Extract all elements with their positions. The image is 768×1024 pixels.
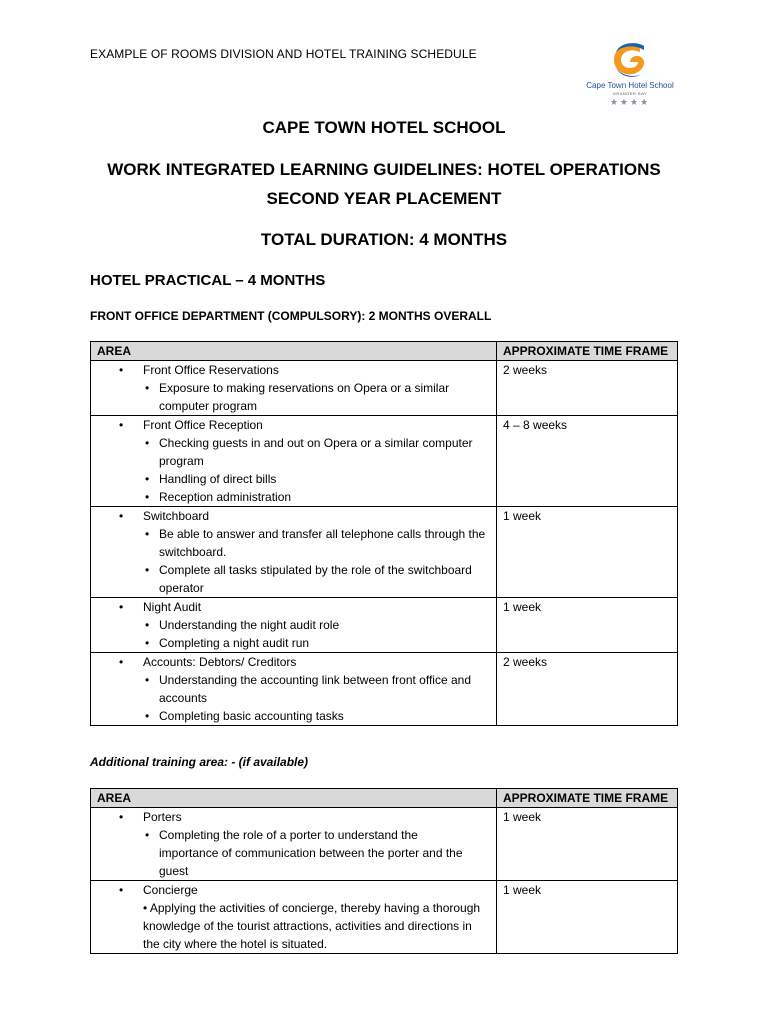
table-row — [91, 598, 678, 653]
area-title: • Porters — [97, 808, 490, 826]
table-row — [91, 416, 678, 507]
table-header-row — [91, 789, 678, 808]
area-title: • Accounts: Debtors/ Creditors — [97, 653, 490, 671]
area-cell — [91, 881, 497, 954]
school-title: CAPE TOWN HOTEL SCHOOL — [262, 118, 506, 137]
table-header-row — [91, 342, 678, 361]
column-header-area: AREA — [91, 342, 497, 361]
area-cell — [91, 598, 497, 653]
area-title: • Front Office Reservations — [97, 361, 490, 379]
area-task: • Understanding the accounting link between front office and accounts — [97, 671, 490, 707]
school-logo — [582, 42, 678, 114]
area-title: • Front Office Reception — [97, 416, 490, 434]
time-frame-cell: 1 week — [497, 808, 678, 881]
area-task: • Checking guests in and out on Opera or a similar computer program — [97, 434, 490, 470]
area-cell — [91, 808, 497, 881]
table-row — [91, 653, 678, 726]
time-frame-cell: 1 week — [497, 598, 678, 653]
area-cell — [91, 507, 497, 598]
area-task: • Applying the activities of concierge, thereby having a thorough knowledge of the tourist attractions, activities and directions in the city where the hotel is situated. — [143, 901, 481, 951]
area-task: • Completing a night audit run — [97, 634, 490, 652]
table-row — [91, 507, 678, 598]
table-row — [91, 881, 678, 954]
area-cell — [91, 361, 497, 416]
time-frame-cell: 2 weeks — [497, 653, 678, 726]
area-task: • Be able to answer and transfer all telephone calls through the switchboard. — [97, 525, 490, 561]
duration-title: TOTAL DURATION: 4 MONTHS — [260, 230, 508, 249]
time-frame-cell: 1 week — [497, 507, 678, 598]
logo-stars: ★★★★ — [609, 97, 651, 107]
area-task: • Completing the role of a porter to understand the importance of communication between the porter and the guest — [97, 826, 490, 880]
column-header-area: AREA — [91, 789, 497, 808]
area-title: • Switchboard — [97, 507, 490, 525]
area-task: • Understanding the night audit role — [97, 616, 490, 634]
area-cell — [91, 416, 497, 507]
swirl-logo-icon — [610, 42, 650, 80]
area-task: • Completing basic accounting tasks — [97, 707, 490, 725]
area-task: • Handling of direct bills — [97, 470, 490, 488]
area-task: • Complete all tasks stipulated by the role of the switchboard operator — [97, 561, 490, 597]
area-title: • Concierge — [97, 881, 490, 899]
table-row — [91, 361, 678, 416]
logo-name: Cape Town Hotel School — [586, 81, 674, 90]
time-frame-cell: 1 week — [497, 881, 678, 954]
area-task: • Reception administration — [97, 488, 490, 506]
guidelines-title-line2: SECOND YEAR PLACEMENT — [266, 189, 502, 208]
front-office-heading: FRONT OFFICE DEPARTMENT (COMPULSORY): 2 MONTHS OVERALL — [90, 309, 492, 323]
time-frame-cell: 4 – 8 weeks — [497, 416, 678, 507]
column-header-time: APPROXIMATE TIME FRAME — [497, 789, 678, 808]
additional-training-note: Additional training area: - (if available) — [90, 755, 309, 769]
guidelines-title-line1: WORK INTEGRATED LEARNING GUIDELINES: HOTEL OPERATIONS — [107, 160, 661, 179]
front-office-table — [90, 341, 678, 726]
column-header-time: APPROXIMATE TIME FRAME — [497, 342, 678, 361]
logo-subtitle: GRANGER BAY — [612, 91, 648, 96]
area-cell — [91, 653, 497, 726]
table-row — [91, 808, 678, 881]
area-title: • Night Audit — [97, 598, 490, 616]
document-header-label: EXAMPLE OF ROOMS DIVISION AND HOTEL TRAINING SCHEDULE — [90, 47, 477, 61]
additional-training-table — [90, 788, 678, 954]
area-task: • Exposure to making reservations on Opera or a similar computer program — [97, 379, 490, 415]
time-frame-cell: 2 weeks — [497, 361, 678, 416]
practical-heading: HOTEL PRACTICAL – 4 MONTHS — [90, 272, 326, 289]
